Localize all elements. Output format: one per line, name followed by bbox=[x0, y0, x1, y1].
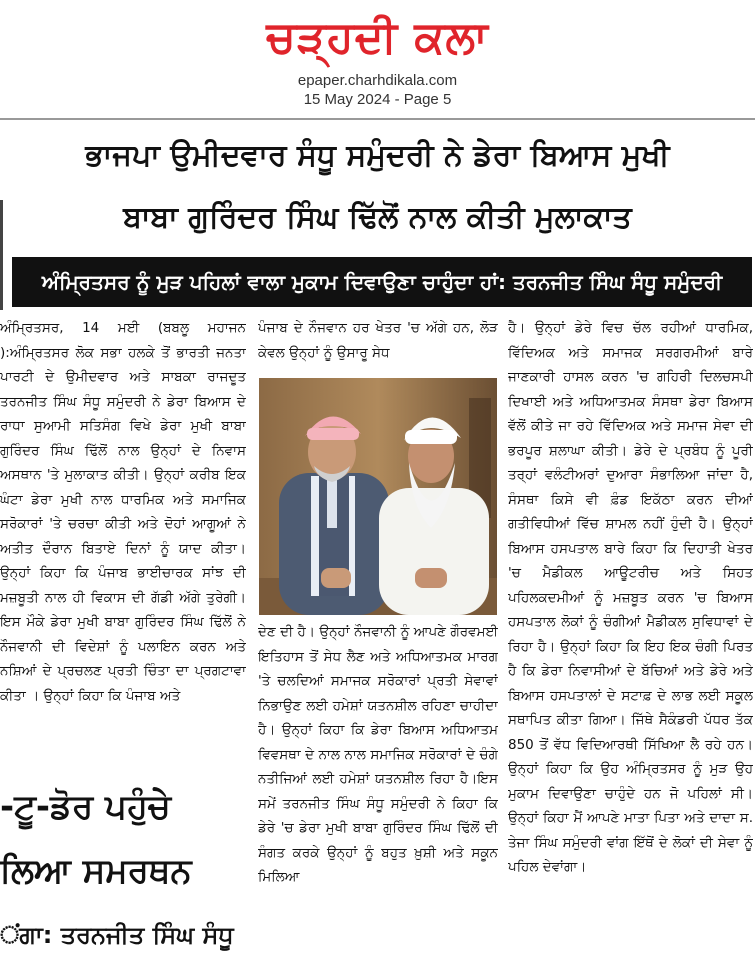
headline-line-2: ਬਾਬਾ ਗੁਰਿੰਦਰ ਸਿੰਘ ਢਿੱਲੋਂ ਨਾਲ ਕੀਤੀ ਮੁਲਾਕਾਤ bbox=[123, 200, 632, 235]
edition-date: 15 May 2024 - Page 5 bbox=[303, 91, 452, 108]
article-column-1: ਅੰਮ੍ਰਿਤਸਰ, 14 ਮਈ (ਬਬਲੂ ਮਹਾਜਨ ):ਅੰਮ੍ਰਿਤਸਰ ਲੋਕ ਸਭਾ ਹਲਕੇ ਤੋਂ ਭਾਰਤੀ ਜਨਤਾ ਪਾਰਟੀ ਦੇ ਉਮੀਦਵਾਰ ਅਤੇ ਸਾਬਕਾ ਰਾਜਦੂਤ ਤਰਨਜੀਤ ਸਿੰਘ ਸੰਧੂ ਸਮੁੰਦਰੀ ਨੇ ਡੇਰਾ ਬਿਆਸ ਦੇ ਰਾਧਾ ਸੁਆਮੀ ਸਤਿਸੰਗ ਵਿਖੇ ਡੇਰਾ ਮੁਖੀ ਬਾਬਾ ਗੁਰਿੰਦਰ ਸਿੰਘ ਢਿੱਲੋਂ ਨਾਲ ਉਨ੍ਹਾਂ ਦੇ ਨਿਵਾਸ ਅਸਥਾਨ 'ਤੇ ਮੁਲਾਕਾਤ ਕੀਤੀ। ਉਨ੍ਹਾਂ ਕਰੀਬ ਇਕ ਘੰਟਾ ਡੇਰਾ ਮੁਖੀ ਨਾਲ ਧਾਰਮਿਕ ਅਤੇ ਸਮਾਜਿਕ ਸਰੋਕਾਰਾਂ 'ਤੇ ਚਰਚਾ ਕੀਤੀ ਅਤੇ ਦੋਹਾਂ ਆਗੂਆਂ ਨੇ ਅਤੀਤ ਦੌਰਾਨ ਬਿਤਾਏ ਦਿਨਾਂ ਨੂੰ ਯਾਦ ਕੀਤਾ। ਉਨ੍ਹਾਂ ਕਿਹਾ ਕਿ ਪੰਜਾਬ ਭਾਈਚਾਰਕ ਸਾਂਝ ਦੀ ਮਜ਼ਬੂਤੀ ਨਾਲ ਹੀ ਵਿਕਾਸ ਦੀ ਗੱਡੀ ਅੱਗੇ ਤੁਰੇਗੀ।ਇਸ ਮੌਕੇ ਡੇਰਾ ਮੁਖੀ ਬਾਬਾ ਗੁਰਿੰਦਰ ਸਿੰਘ ਢਿੱਲੋਂ ਨੇ ਨੌਜਵਾਨੀ ਦੀ ਵਿਦੇਸ਼ਾਂ ਨੂੰ ਪਲਾਇਨ ਕਰਨ ਅਤੇ ਨਸ਼ਿਆਂ ਦੇ ਪ੍ਰਚਲਣ ਪ੍ਰਤੀ ਚਿੰਤਾ ਦਾ ਪ੍ਰਗਟਾਵਾ ਕੀਤਾ । ਉਨ੍ਹਾਂ ਕਿਹਾ ਕਿ ਪੰਜਾਬ ਅਤੇ bbox=[0, 320, 246, 704]
divider bbox=[0, 118, 755, 120]
masthead-logo: ਚੜ੍ਹਦੀ ਕਲਾ bbox=[266, 12, 489, 63]
teaser-headline-3: ਂਗਾ: ਤਰਨਜੀਤ ਸਿੰਘ ਸੰਧੂ bbox=[0, 921, 234, 949]
news-photo bbox=[259, 378, 497, 615]
article-column-2-bottom: ਦੇਣ ਦੀ ਹੈ। ਉਨ੍ਹਾਂ ਨੌਜਵਾਨੀ ਨੂੰ ਆਪਣੇ ਗੌਰਵਮਈ ਇਤਿਹਾਸ ਤੋਂ ਸੇਧ ਲੈਣ ਅਤੇ ਅਧਿਆਤਮਕ ਮਾਰਗ 'ਤੇ ਚਲਦਿਆਂ ਸਮਾਜਕ ਸਰੋਕਾਰਾਂ ਪ੍ਰਤੀ ਸੇਵਾਵਾਂ ਨਿਭਾਉਣ ਲਈ ਹਮੇਸ਼ਾਂ ਯਤਨਸ਼ੀਲ ਰਹਿਣਾ ਚਾਹੀਦਾ ਹੈ। ਉਨ੍ਹਾਂ ਕਿਹਾ ਕਿ ਡੇਰਾ ਬਿਆਸ ਅਧਿਆਤਮ ਵਿਵਸਥਾ ਦੇ ਨਾਲ ਨਾਲ ਸਮਾਜਿਕ ਸਰੋਕਾਰਾਂ ਦੇ ਚੰਗੇ ਨਤੀਜਿਆਂ ਲਈ ਹਮੇਸ਼ਾਂ ਯਤਨਸ਼ੀਲ ਰਿਹਾ ਹੈ।ਇਸ ਸਮੇਂ ਤਰਨਜੀਤ ਸਿੰਘ ਸੰਧੂ ਸਮੁੰਦਰੀ ਨੇ ਕਿਹਾ ਕਿ ਡੇਰੇ 'ਚ ਡੇਰਾ ਮੁਖੀ ਬਾਬਾ ਗੁਰਿੰਦਰ ਸਿੰਘ ਢਿੱਲੋਂ ਦੀ ਸੰਗਤ ਕਰਕੇ ਉਨ੍ਹਾਂ ਨੂੰ ਬਹੁਤ ਖ਼ੁਸ਼ੀ ਅਤੇ ਸਕੂਨ ਮਿਲਿਆ bbox=[258, 624, 498, 885]
teaser-headline-1: -ਟੂ-ਡੋਰ ਪਹੁੰਚੇ bbox=[0, 787, 171, 827]
epaper-url[interactable]: epaper.charhdikala.com bbox=[297, 72, 458, 89]
headline-line-1: ਭਾਜਪਾ ਉਮੀਦਵਾਰ ਸੰਧੂ ਸਮੁੰਦਰੀ ਨੇ ਡੇਰਾ ਬਿਆਸ ਮੁਖੀ bbox=[85, 138, 670, 173]
article-column-2-top: ਪੰਜਾਬ ਦੇ ਨੌਜਵਾਨ ਹਰ ਖੇਤਰ 'ਚ ਅੱਗੇ ਹਨ, ਲੋੜ ਕੇਵਲ ਉਨ੍ਹਾਂ ਨੂੰ ਉਸਾਰੂ ਸੇਧ bbox=[258, 320, 498, 361]
subheadline-banner: ਅੰਮ੍ਰਿਤਸਰ ਨੂੰ ਮੁੜ ਪਹਿਲਾਂ ਵਾਲਾ ਮੁਕਾਮ ਦਿਵਾਉਣਾ ਚਾਹੁੰਦਾ ਹਾਂ: ਤਰਨਜੀਤ ਸਿੰਘ ਸੰਧੂ ਸਮੁੰਦਰੀ bbox=[12, 257, 752, 307]
article-column-3: ਹੈ। ਉਨ੍ਹਾਂ ਡੇਰੇ ਵਿਚ ਚੱਲ ਰਹੀਆਂ ਧਾਰਮਿਕ, ਵਿੱਦਿਅਕ ਅਤੇ ਸਮਾਜਕ ਸਰਗਰਮੀਆਂ ਬਾਰੇ ਜਾਣਕਾਰੀ ਹਾਸਲ ਕਰਨ 'ਚ ਗਹਿਰੀ ਦਿਲਚਸਪੀ ਦਿਖਾਈ ਅਤੇ ਅਧਿਆਤਮਕ ਸੰਸਥਾ ਡੇਰਾ ਬਿਆਸ ਵੱਲੋਂ ਕੀਤੇ ਜਾ ਰਹੇ ਵਿੱਦਿਅਕ ਅਤੇ ਸਮਾਜ ਸੇਵਾ ਦੀ ਭਰਪੂਰ ਸ਼ਲਾਘਾ ਕੀਤੀ। ਡੇਰੇ ਦੇ ਪ੍ਰਬੰਧ ਨੂੰ ਪੂਰੀ ਤਰ੍ਹਾਂ ਵਲੰਟੀਅਰਾਂ ਦੁਆਰਾ ਸੰਭਾਲਿਆ ਜਾਂਦਾ ਹੈ, ਸੰਸਥਾ ਕਿਸੇ ਵੀ ਫ਼ੰਡ ਇਕੱਠਾ ਕਰਨ ਦੀਆਂ ਗਤੀਵਿਧੀਆਂ ਵਿੱਚ ਸ਼ਾਮਲ ਨਹੀਂ ਹੁੰਦੀ ਹੈ। ਉਨ੍ਹਾਂ ਬਿਆਸ ਹਸਪਤਾਲ ਬਾਰੇ ਕਿਹਾ ਕਿ ਦਿਹਾਤੀ ਖੇਤਰ 'ਚ ਮੈਡੀਕਲ ਆਊਟਰੀਚ ਅਤੇ ਸਿਹਤ ਪਹਿਲਕਦਮੀਆਂ ਨੂੰ ਮਜ਼ਬੂਤ ਕਰਨ 'ਚ ਬਿਆਸ ਹਸਪਤਾਲ ਲੋਕਾਂ ਨੂੰ ਚੰਗੀਆਂ ਮੈਡੀਕਲ ਸੁਵਿਧਾਵਾਂ ਦੇ ਰਿਹਾ ਹੈ। ਉਨ੍ਹਾਂ ਕਿਹਾ ਕਿ ਇਹ ਇਕ ਚੰਗੀ ਪਿਰਤ ਹੈ ਕਿ ਡੇਰਾ ਨਿਵਾਸੀਆਂ ਦੇ ਬੱਚਿਆਂ ਅਤੇ ਡੇਰੇ ਅਤੇ ਬਿਆਸ ਹਸਪਤਾਲਾਂ ਦੇ ਸਟਾਫ਼ ਦੇ ਲਾਭ ਲਈ ਸਕੂਲ ਸਥਾਪਿਤ ਕੀਤਾ ਗਿਆ। ਜਿੱਥੇ ਸੈਕੰਡਰੀ ਪੱਧਰ ਤੱਕ 850 ਤੋਂ ਵੱਧ ਵਿਦਿਆਰਥੀ ਸਿੱਖਿਆ ਲੈ ਰਹੇ ਹਨ। ਉਨ੍ਹਾਂ ਕਿਹਾ ਕਿ ਉਹ ਅੰਮ੍ਰਿਤਸਰ ਨੂੰ ਮੁੜ ਉਹ ਮੁਕਾਮ ਦਿਵਾਉਣਾ ਚਾਹੁੰਦੇ ਹਨ ਜੋ ਪਹਿਲਾਂ ਸੀ। ਉਨ੍ਹਾਂ ਕਿਹਾ ਮੈਂ ਆਪਣੇ ਮਾਤਾ ਪਿਤਾ ਅਤੇ ਦਾਦਾ ਸ. ਤੇਜਾ ਸਿੰਘ ਸਮੁੰਦਰੀ ਵਾਂਗ ਇੱਥੋਂ ਦੇ ਲੋਕਾਂ ਦੀ ਸੇਵਾ ਨੂੰ ਪਹਿਲ ਦੇਵਾਂਗਾ। bbox=[508, 320, 753, 875]
teaser-headline-2: ਲਿਆ ਸਮਰਥਨ bbox=[0, 851, 192, 891]
